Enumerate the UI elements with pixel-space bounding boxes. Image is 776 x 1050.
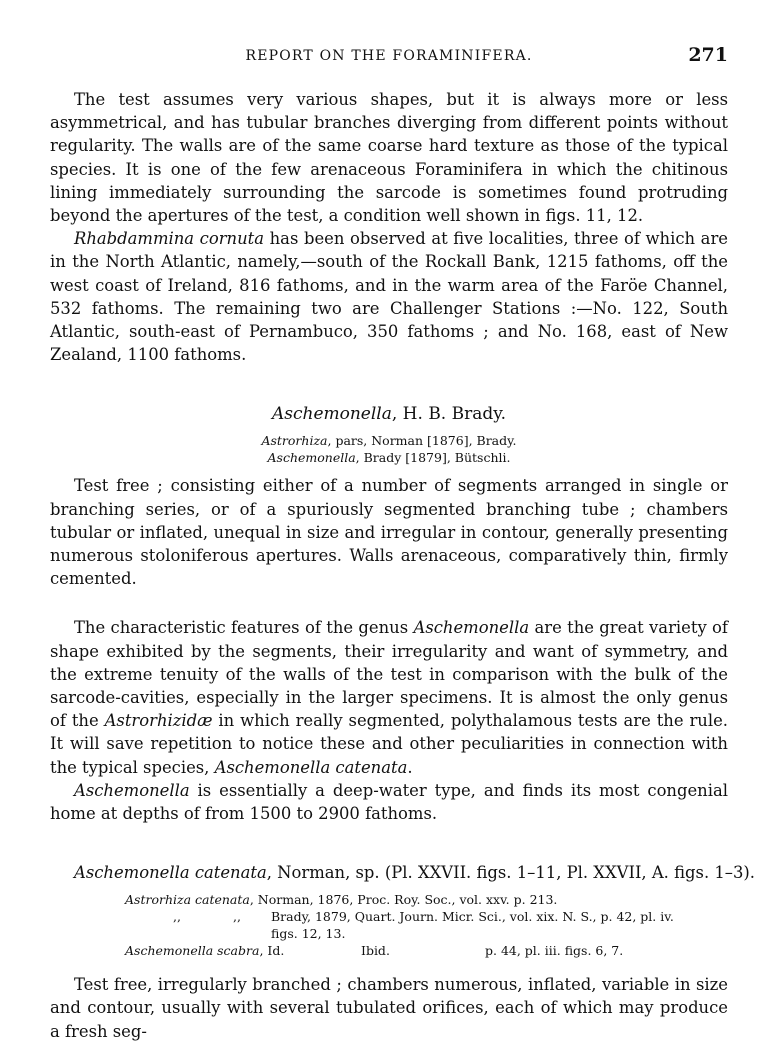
genus-diagnosis: Test free ; consisting either of a number of segments arranged in single or branching series, or of a spuriously segmented branching tube ; chambers tubular or inflated, unequal in size and irregular in contour, generally presenting numerous stoloniferous apertures. Walls arenaceous, comparatively thin, firmly cemented. bbox=[50, 476, 728, 589]
genus-heading: Aschemonella, H. B. Brady. bbox=[271, 404, 507, 425]
paragraph-test-shape: The test assumes very various shapes, but it is always more or less asymmetrical, and has tubular branches diverging from different points without regularity. The walls are of the same coarse hard texture as those of the typical species. It is one of the few arenaceous Foraminifera in which the chitinous lining immediately surrounding the sarcode is sometimes found protruding beyond the apertures of the test, a condition well shown in figs. 11, 12. bbox=[50, 90, 728, 226]
species-description: Test free, irregularly branched ; chambers numerous, inflated, variable in size and contour, usually with several tubulated orifices, each of which may produce a fresh seg- bbox=[50, 975, 728, 1041]
running-title: REPORT ON THE FORAMINIFERA. bbox=[245, 48, 533, 64]
paragraph-depth: Aschemonella is essentially a deep-water type, and finds its most congenial home at depths of from 1500 to 2900 fathoms. bbox=[50, 780, 728, 824]
species-synonymy bbox=[50, 891, 728, 959]
paragraph-localities: Rhabdammina cornuta has been observed at five localities, three of which are in the North Atlantic, namely,—south of the Rockall Bank, 1215 fathoms, off the west coast of Ireland, 816 fathoms, and in the warm area of the Faröe Channel, 532 fathoms. The remaining two are Challenger Stations :—No. 122, South Atlantic, south-east of Pernambuco, 350 fathoms ; and No. 168, east of New Zealand, 1100 fathoms. bbox=[50, 229, 728, 365]
synonym-row: Astrorhiza catenata, Norman, 1876, Proc. Roy. Soc., vol. xxv. p. 213. bbox=[125, 892, 558, 908]
taxon-rhabdammina-cornuta: Rhabdammina cornuta bbox=[74, 229, 265, 249]
page-header bbox=[50, 44, 728, 68]
page-number: 271 bbox=[688, 44, 728, 66]
synonym-row: Aschemonella scabra, Id. Ibid. p. 44, pl. iii. figs. 6, 7. bbox=[125, 943, 624, 959]
synonym-row: ,, ,, Brady, 1879, Quart. Journ. Micr. Sci., vol. xix. N. S., p. 42, pl. iv. bbox=[173, 909, 674, 925]
page-body bbox=[50, 88, 756, 1043]
paragraph-characteristics: The characteristic features of the genus Aschemonella are the great variety of shape exhibited by the segments, their irregularity and want of symmetry, and the extreme tenuity of the walls of the test in comparison with the bulk of the sarcode-cavities, especially in the larger specimens. It is almost the only genus of the Astrorhizidæ in which really segmented, polythalamous tests are the rule. It will save repetition to notice these and other peculiarities in connection with the typical species, Aschemonella catenata. bbox=[50, 618, 728, 777]
species-heading: Aschemonella catenata, Norman, sp. (Pl. XXVII. figs. 1–11, Pl. XXVII, A. figs. 1–3). bbox=[74, 863, 756, 883]
genus-synonym: Aschemonella, Brady [1879], Bütschli. bbox=[267, 450, 511, 466]
genus-synonym: Astrorhiza, pars, Norman [1876], Brady. bbox=[261, 433, 517, 449]
synonym-row: figs. 12, 13. bbox=[271, 926, 346, 942]
